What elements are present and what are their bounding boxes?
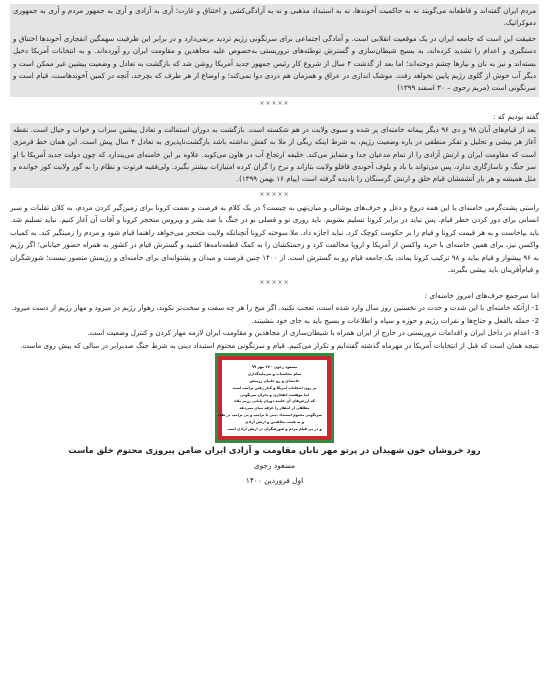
body-paragraph: راستی پشت‌گرمی خامنه‌ای با این همه دروغ و دغل و حرف‌های پوشالی و میان‌تهی به چیست؟ در یک کلام به فرصت و نعمت کرونا برای زمین‌گیر کردن مردم، به کلان تقلبات و سبر انسانی برای دور کردن خطر قیام. پس نباید در برابر کرونا تسلیم بشویم. باید روزی نو و فصلی نو در جنگ با ضد بشر و ویروس متحجر کرونا و آفات آن آغاز کنیم. نباید تسلیم شد. باید بپاخاست و به هر قیمت کرونا و قیام را بر حکومت کوچک کرد. نباید اجازه داد. ملا سوخته کرونا آنچنانکه ولایت متحجر می‌خواهد راهنما قیام شود و مردم را زمینگیر کند. به کمیاب واکسن نیز، برای همین خامنه‌ای با خرید واکسن از آمریکا و اروپا مخالفت کرد و زحمتکشان را به کمک قطعه‌نامه‌ها کشید و گسترش قیام در کشور به همراه حضور خیابانی؛ اگر رژیم به ۹۶ پیشواز و قیام بیاید و ۹۸ ترکیب کرونا بماند، یک جامعه قیام رو به گسترش است. از ۱۴۰۰ چنین فرصت و میدان و پشتوانه‌ای برای خامنه‌ای و رژیمش متصور نیست؛ شورشگران و قیام‌آفرینان باید پیشی بگیرند. xyxy=(10,202,539,274)
separator: ××××× xyxy=(259,190,290,198)
poster-line: خامنه‌ای و رو حانیان رژیمش xyxy=(249,378,300,383)
poster-figure xyxy=(10,356,539,440)
poster-line: سرنگونی محتوم استبداد دینی با ترامپ و بی ترامپ در تقدیر xyxy=(215,413,322,418)
signature-name: مسعود رجوی xyxy=(253,460,296,470)
quote-message-bahman: بعد از قیام‌های آبان ۹۸ و دی ۹۶ دیگر پیمانه خامنه‌ای پر شده و سبوی ولایت در هم شکسته است. بازگشت به دوران استمالت و تعادل پیشین سراب و خواب و خیال است. نقطه آغاز هر بیشی و تحلیل و تفکر منطقی در باره وضعیت رژیم، به شرط اینکه ریگی از ملا به کفش نداشته باشد بازگشت‌ناپذیری به تعادل ۴ سال پیش است. این همان خط قرمزی است که مقاومت ایران و ارتش آزادی را از تمام مدعیان جدا و متمایز می‌کند. خلیفه ارتجاع آب در هاون می‌کوبد. علاوه بر این خامنه‌ای می‌پندارد که چون دولت جدید آمریکا با او سر جنگ و ناسازگاری ندارد، پس می‌تواند با باد و بلوف آخوندی قافلو ولایت بتازاند و نرخ را گران کرده امتیازات بیشتر بگیرد. ولی‌فقیه فرتوت و نظام را به گور ولایت کور خوانده و مثل همیشه و هر بار آتشفشان قیام خلق و ارتش گرسنگان را نادیده گرفته است (پیام ۱۶ بهمن ۱۳۹۹). xyxy=(10,123,539,188)
poster-line: بر روی انتخابات آمریکا و کنار رفتن ترامپ است xyxy=(232,385,317,390)
intro-paragraph: مردم ایران گفته‌اند و قاطعانه می‌گویند نه به حاکمیت آخوندها، نه به استبداد مذهبی و نه به آزادگی‌کشی و اختناق و غارت؛ آری به آزادی و آری به جمهور مردم و آری به جمهوری دموکراتیک. xyxy=(10,4,539,32)
summary-point-3: 3- اعدام در داخل ایران و اقدامات تروریستی در خارج از ایران همراه با شیطان‌سازی از مجاهدین و مقاومت ایران لازمه مهار کردن و کنترل وضعیت است. xyxy=(87,328,539,338)
poster-line: و به همت مجاهدین و ارتش آزادی xyxy=(245,420,304,425)
separator: ××××× xyxy=(259,99,290,107)
signature-date: اول فروردین ۱۴۰۰ xyxy=(245,475,304,485)
poster-line: مطلقی از انتظار را غرقه تبیان نمی‌دهد xyxy=(239,406,310,411)
section-heading-summary: اما سرجمع حرف‌های امروز خامنه‌ای : xyxy=(424,291,539,301)
figure-caption: رود خروشان خون شهیدان در پرتو مهر تابان مقاومت و آزادی ایران ضامن پیروزی محتوم خلق ماست xyxy=(68,444,481,455)
poster-line: و در پی قیام مردم و شورشگران در ارتش آزادی است xyxy=(227,427,322,432)
poster-line: مسعود رجوی - ۲۷ مهر ۹۹ xyxy=(251,364,298,369)
summary-point-2: 2- حمله بالفعل و جناح‌ها و نفرات رژیم و حوزه و سپاه و اطلاعات و بسیج باید به جای خود بنشینند. xyxy=(251,315,539,325)
poster-line: اما موقعیت انفجاری و بحران سرنگونی xyxy=(240,392,309,397)
separator: ××××× xyxy=(259,279,290,287)
poster-line: که ارزش‌های آن خامنه دوران پایانی رژیم ملاه xyxy=(234,399,315,404)
section-heading-said: گفته بودیم که : xyxy=(492,111,539,121)
quote-maryam-rajavi: حقیقت این است که جامعه ایران در یک موقعیت انقلابی است. و آمادگی اجتماعی برای سرنگونی رژیم تردید برنمی‌دارد و در برابر این ظرفیت سهمگین انفجاری آخوندها اختناق و دستگیری و اعدام را تشدید کرده‌اند، به بسیج شیطان‌سازی و گسترش توطئه‌های تروریستی به‌خصوص علیه مجاهدین و مقاومت ایران رو آورده‌اند. و به انتخابات آمریکا دخیل بسته‌اند و نیز به نان و نیازها چشم دوخته‌اند؛ اما بعد از گذشت ۴ سال از شروع کار رئیس جمهور جدید آمریکا روشن شد که بازگشت به تعادل و وضعیت پیشین غیر ممکن است و دیگر آب خوش از گلوی رژیم پایین نخواهد رفت. موشک اندازی در عراق و همزمان هم دردی دوا نمی‌کند؛ و اوضاع از هر طرف که بچرخد، آنچه در کمین آخوندهاست، قیام است و سرنگونی است (مریم رجوی – ۳۰ اسفند ۱۳۹۹) xyxy=(10,32,539,97)
conclusion-paragraph: نتیجه همان است که قبل از انتخابات آمریکا در مهرماه گذشته گفته‌ایم و تکرار می‌کنیم. قیام و سرنگونی محتوم استبداد دینی به شرط جنگ صدبرابر در سالی که پیش روی ماست. xyxy=(20,340,539,350)
quote-poster xyxy=(215,356,331,440)
summary-point-1: 1- ازآنکه خامنه‌ای با این شدت و حدت در نخستین روز سال وارد شده است، تعجب نکنید. اگر میخ را هر چه سفت و سخت‌تر نکوبد، زهوار رژیم در میرود و مهار رژیم از دست میرود. xyxy=(11,303,539,313)
poster-line: تمام محاسبات و سرمایه‌گذاری xyxy=(247,371,302,376)
